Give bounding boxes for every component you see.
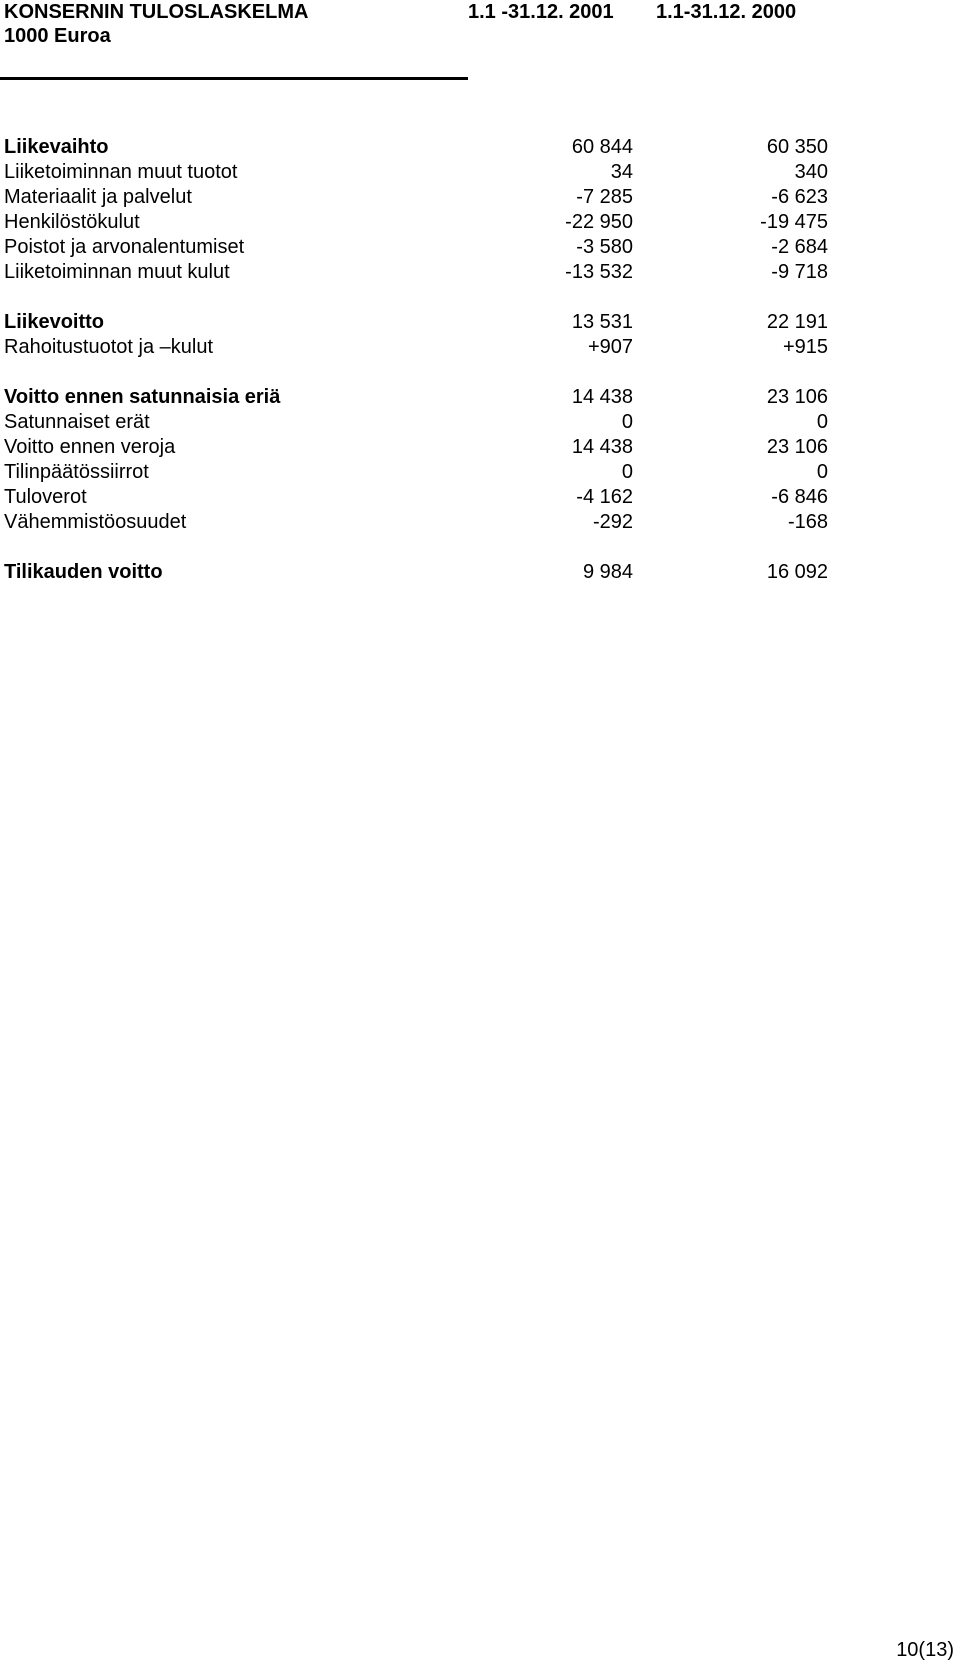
row-label: Liikevoitto <box>4 311 105 333</box>
value-2001: -13 532 <box>565 261 633 283</box>
table-row <box>4 184 944 210</box>
table-row <box>4 159 944 185</box>
value-2000: 23 106 <box>766 386 828 408</box>
value-2001: 60 844 <box>571 136 633 158</box>
table-row <box>4 259 944 285</box>
row-label: Liikevaihto <box>4 136 109 158</box>
row-label: Poistot ja arvonalentumiset <box>4 236 245 258</box>
table-row <box>4 434 944 460</box>
value-2001: +907 <box>587 336 633 358</box>
value-2001: 0 <box>621 411 633 433</box>
value-2000: -9 718 <box>771 261 828 283</box>
table-row <box>4 334 944 360</box>
value-2000: -2 684 <box>771 236 828 258</box>
column-header-2000: 1.1-31.12. 2000 <box>656 1 797 23</box>
table-row <box>4 559 944 585</box>
row-label: Tilinpäätössiirrot <box>4 461 149 483</box>
value-2000: -19 475 <box>760 211 828 233</box>
unit-label: 1000 Euroa <box>4 25 111 47</box>
value-2001: 13 531 <box>571 311 633 333</box>
value-2000: -168 <box>787 511 828 533</box>
row-label: Tilikauden voitto <box>4 561 163 583</box>
row-label: Liiketoiminnan muut tuotot <box>4 161 238 183</box>
value-2000: 22 191 <box>766 311 828 333</box>
table-row <box>4 459 944 485</box>
table-row <box>4 484 944 510</box>
value-2001: -22 950 <box>565 211 633 233</box>
row-label: Vähemmistöosuudet <box>4 511 187 533</box>
table-row <box>4 409 944 435</box>
header-divider <box>0 77 468 80</box>
value-2000: 0 <box>816 411 828 433</box>
row-label: Tuloverot <box>4 486 87 508</box>
row-label: Liiketoiminnan muut kulut <box>4 261 230 283</box>
row-label: Voitto ennen veroja <box>4 436 176 458</box>
value-2001: -7 285 <box>576 186 633 208</box>
value-2000: 23 106 <box>766 436 828 458</box>
statement-title: KONSERNIN TULOSLASKELMA <box>4 1 309 23</box>
column-header-2001: 1.1 -31.12. 2001 <box>468 1 614 23</box>
value-2000: 60 350 <box>766 136 828 158</box>
table-row <box>4 209 944 235</box>
value-2001: 34 <box>610 161 633 183</box>
table-row <box>4 134 944 160</box>
row-label: Satunnaiset erät <box>4 411 150 433</box>
page-number: 10(13) <box>896 1639 954 1661</box>
value-2001: 14 438 <box>571 386 633 408</box>
value-2000: 0 <box>816 461 828 483</box>
value-2001: 14 438 <box>571 436 633 458</box>
row-label: Henkilöstökulut <box>4 211 140 233</box>
value-2000: -6 623 <box>771 186 828 208</box>
value-2000: 16 092 <box>766 561 828 583</box>
value-2001: 9 984 <box>582 561 633 583</box>
row-label: Materiaalit ja palvelut <box>4 186 192 208</box>
value-2000: 340 <box>794 161 828 183</box>
value-2001: -4 162 <box>576 486 633 508</box>
table-row <box>4 234 944 260</box>
table-row <box>4 309 944 335</box>
table-row <box>4 509 944 535</box>
row-label: Voitto ennen satunnaisia eriä <box>4 386 281 408</box>
value-2001: -3 580 <box>576 236 633 258</box>
value-2000: +915 <box>782 336 828 358</box>
table-row <box>4 384 944 410</box>
row-label: Rahoitustuotot ja –kulut <box>4 336 214 358</box>
value-2001: -292 <box>592 511 633 533</box>
value-2000: -6 846 <box>771 486 828 508</box>
value-2001: 0 <box>621 461 633 483</box>
